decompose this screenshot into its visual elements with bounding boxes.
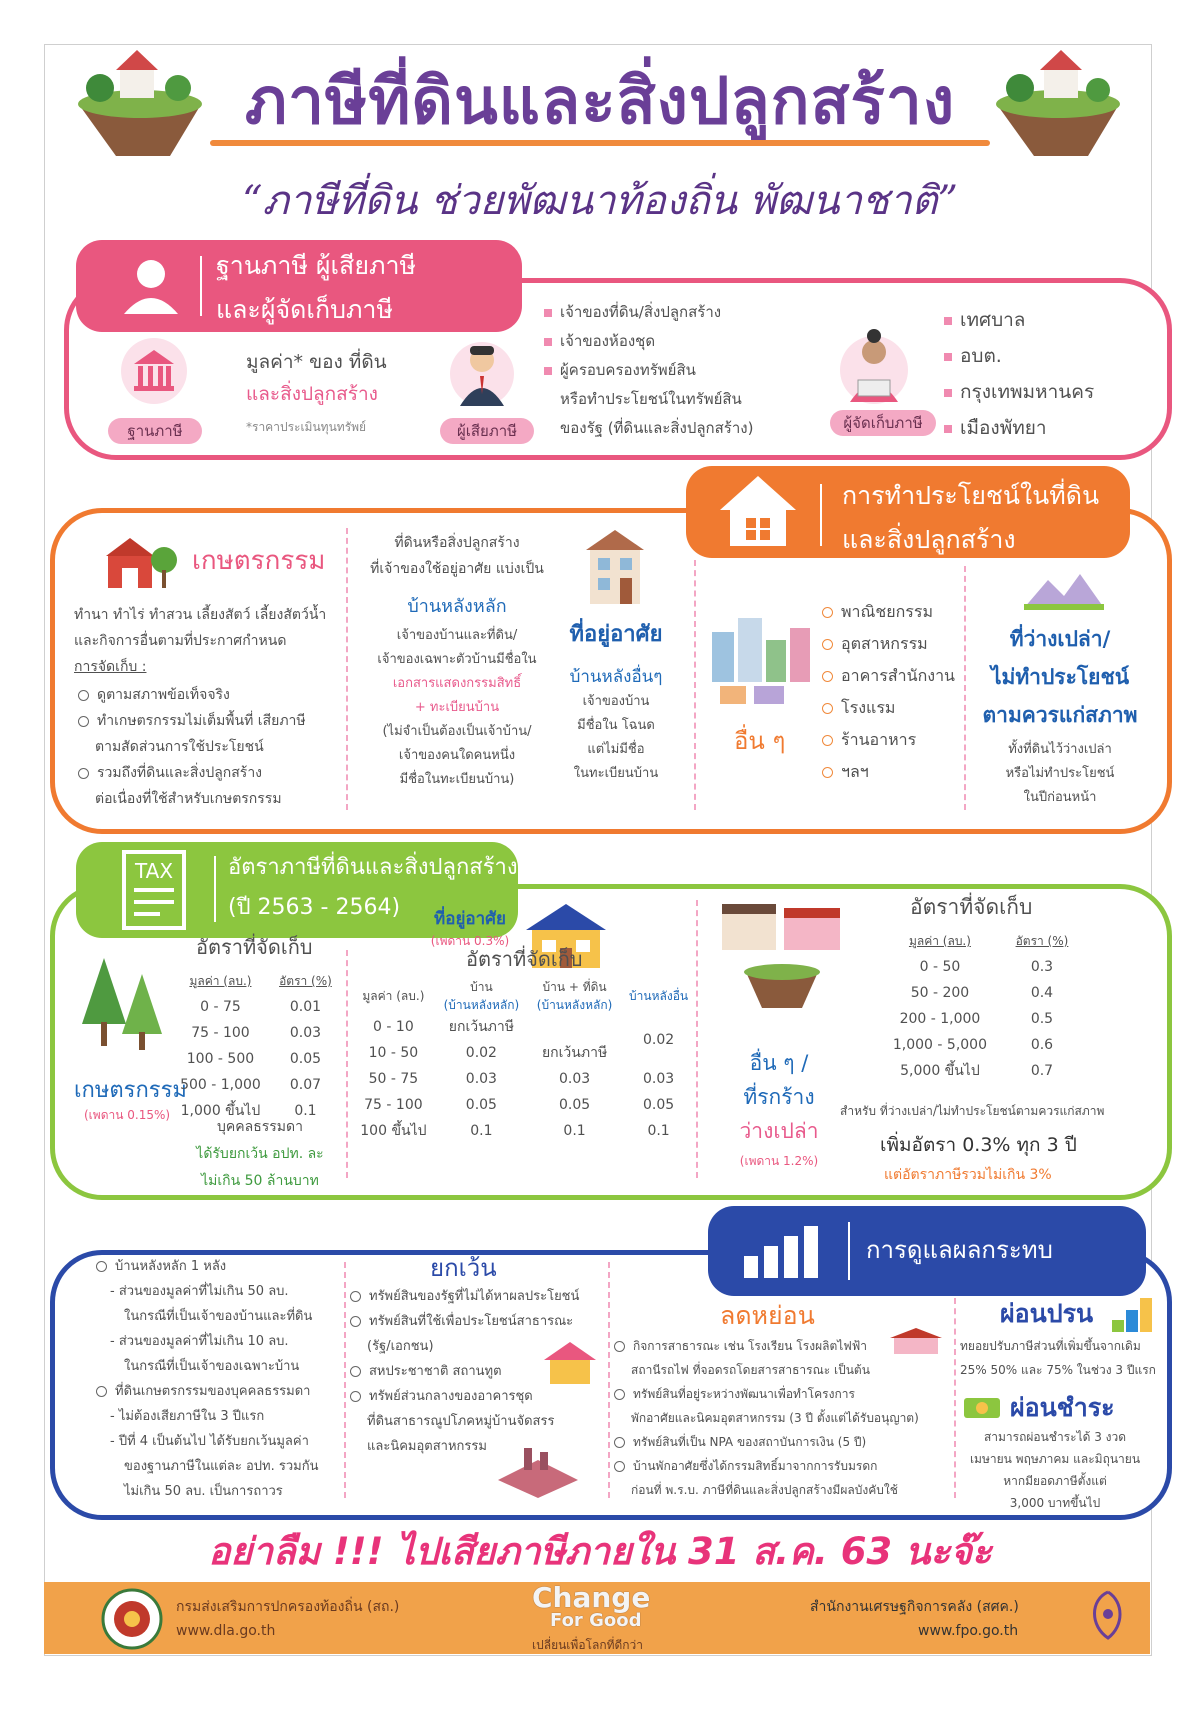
list-item: ที่ดินสาธารณูปโภคหมู่บ้านจัดสรร [367, 1414, 555, 1429]
agriculture-desc-line2: และกิจการอื่นตามที่ประกาศกำหนด [74, 633, 287, 649]
fpo-url[interactable]: www.fpo.go.th [918, 1623, 1019, 1639]
column-divider [346, 528, 348, 810]
agri-rate-note: บุคคลธรรมดา ได้รับยกเว้น อปท. ละ ไม่เกิน 50 ล้านบาท [196, 1119, 324, 1189]
list-item: กิจการสาธารณะ เช่น โรงเรียน โรงผลิตไฟฟ้า [614, 1334, 919, 1358]
taxpayer-list [544, 298, 753, 443]
list-item: บ้านหลังหลัก 1 หลัง [96, 1254, 318, 1279]
others-item: อาคารสำนักงาน [822, 660, 955, 692]
column-divider [696, 900, 698, 1178]
others-item: อุตสาหกรรม [822, 628, 955, 660]
others-item: พาณิชยกรรม [822, 596, 955, 628]
others-title: อื่น ๆ [734, 727, 786, 755]
dla-name: กรมส่งเสริมการปกครองท้องถิ่น (สถ.) [176, 1599, 400, 1615]
page-subtitle: “ภาษีที่ดิน ช่วยพัฒนาท้องถิ่น พัฒนาชาติ” [242, 178, 958, 224]
list-item: (รัฐ/เอกชน) [367, 1339, 434, 1354]
list-item: ในกรณีที่เป็นเจ้าของเฉพาะบ้าน [124, 1359, 300, 1374]
collector-item: เมืองพัทยา [944, 410, 1094, 446]
list-item: ทรัพย์สินที่ใช้เพื่อประโยชน์สาธารณะ [350, 1309, 579, 1334]
agriculture-collect-item-cont: ต่อเนื่องที่ใช้สำหรับเกษตรกรรม [95, 791, 282, 807]
trees-illustration [76, 954, 172, 1054]
table-row: 0 - 10 ยกเว้นภาษี 0.02 [373, 1019, 675, 1048]
tax-base-line1: มูลค่า* ของ ที่ดิน [246, 351, 387, 373]
residential-intro-line1: ที่ดินหรือสิ่งปลูกสร้าง [394, 535, 520, 551]
dla-url[interactable]: www.dla.go.th [176, 1623, 276, 1639]
other-house-desc: เจ้าของบ้าน มีชื่อใน โฉนด แต่ไม่มีชื่อ ในทะเบียนบ้าน [573, 694, 659, 781]
page-title: ภาษีที่ดินและสิ่งปลูกสร้าง [244, 65, 956, 139]
vacant-title: ที่ว่างเปล่า/ ไม่ทำประโยชน์ ตามควรแก่สภาพ [982, 627, 1138, 727]
other-house-title: บ้านหลังอื่นๆ [569, 667, 663, 687]
table-row: 100 - 500 0.05 [186, 1051, 322, 1067]
others-item: โรงแรม [822, 692, 955, 724]
table-row: 1,000 - 5,000 0.6 [892, 1037, 1054, 1053]
taxpayer-item: เจ้าของห้องชุด [544, 327, 753, 356]
list-item: สถานีรถไฟ ที่จอดรถโดยสารสาธารณะ เป็นต้น [631, 1363, 870, 1377]
res-rate-table: มูลค่า (ลบ.) บ้าน (บ้านหลังหลัก) บ้าน + ที่ดิน (บ้านหลังหลัก) บ้านหลังอื่น 0 - 10 ยกเว้นภาษี 0.02 10 - 50 0.02 ยกเว้นภาษี 50 - 75 0.03 0.03 0.03 75 - 100 0.05 0.05 0.05 100 ขึ้นไป 0.1 0.1 0.1 [352, 978, 696, 1144]
collector-item: อบต. [944, 338, 1094, 374]
tax-base-title-line1: ฐานภาษี ผู้เสียภาษี [216, 251, 416, 280]
tax-base-pill: ฐานภาษี [108, 418, 202, 444]
table-row: 100 ขึ้นไป 0.1 0.1 0.1 [360, 1123, 670, 1139]
city-buildings-illustration [706, 612, 816, 708]
change-for-good-logo-line2: For Good [550, 1610, 642, 1631]
agri-rate-header: อัตราที่จัดเก็บ [196, 935, 313, 959]
agriculture-collect-label: การจัดเก็บ : [74, 659, 147, 675]
table-row: 75 - 100 0.03 [191, 1025, 322, 1041]
barn-icon [100, 534, 180, 592]
tax-rate-title-line2: (ปี 2563 - 2564) [228, 895, 401, 920]
column-divider [964, 566, 966, 810]
collector-item: เทศบาล [944, 302, 1094, 338]
list-item: ทรัพย์สินของรัฐที่ไม่ได้หาผลประโยชน์ [350, 1284, 579, 1309]
residential-intro-line2: ที่เจ้าของใช้อยู่อาศัย แบ่งเป็น [370, 561, 544, 577]
impact-care-title: การดูแลผลกระทบ [866, 1236, 1053, 1264]
agriculture-collect-list [78, 682, 306, 812]
agri-rate-table: มูลค่า (ลบ.) อัตรา (%) 0 - 75 0.01 75 - 100 0.03 100 - 500 0.05 500 - 1,000 0.07 1,000 ขึ้นไป 0.1 [170, 968, 340, 1124]
table-row: 75 - 100 0.05 0.05 0.05 [364, 1097, 675, 1113]
townhouse-icon [580, 526, 650, 608]
taxpayer-item: ผู้ครอบครองทรัพย์สิน [544, 356, 753, 385]
list-item: สหประชาชาติ สถานทูต [350, 1359, 579, 1384]
agriculture-desc-line1: ทำนา ทำไร่ ทำสวน เลี้ยงสัตว์ เลี้ยงสัตว์น้ำ [74, 607, 327, 623]
main-house-exemption-list [96, 1254, 318, 1504]
industrial-land-illustration [494, 1444, 582, 1500]
exemption-title: ยกเว้น [430, 1254, 497, 1282]
table-row: 50 - 200 0.4 [910, 985, 1054, 1001]
change-for-good-logo-line1: Change [532, 1581, 651, 1614]
table-row: 200 - 1,000 0.5 [899, 1011, 1054, 1027]
house-icon [712, 470, 804, 554]
agriculture-collect-item: ทำเกษตรกรรมไม่เต็มพื้นที่ เสียภาษี [78, 708, 306, 734]
money-icon [960, 1390, 1004, 1426]
reduction-title: ลดหย่อน [720, 1301, 815, 1330]
installment-desc: สามารถผ่อนชำระได้ 3 งวด เมษายน พฤษภาคม และมิถุนายน หากมียอดภาษีตั้งแต่ 3,000 บาทขึ้นไป [969, 1430, 1141, 1510]
title-underline [210, 140, 990, 146]
res-rate-label: ที่อยู่อาศัย [434, 909, 506, 929]
bar-chart-icon [740, 1222, 826, 1280]
taxpayer-pill: ผู้เสียภาษี [440, 418, 534, 444]
list-item: ของฐานภาษีในแต่ละ อปท. รวมกัน [124, 1459, 319, 1474]
header-divider [848, 1222, 850, 1280]
fpo-name: สำนักงานเศรษฐกิจการคลัง (สศค.) [810, 1599, 1019, 1615]
collector-list [944, 302, 1094, 446]
floating-island-left-illustration [70, 44, 210, 164]
deadline-reminder: อย่าลืม !!! ไปเสียภาษีภายใน 31 ส.ค. 63 นะจ๊ะ [208, 1530, 992, 1573]
fpo-logo [1080, 1586, 1136, 1648]
table-row: 0 - 50 0.3 [919, 959, 1054, 975]
other-rate-header: อัตราที่จัดเก็บ [910, 895, 1033, 919]
table-row: 50 - 75 0.03 0.03 0.03 [368, 1071, 675, 1087]
user-icon [118, 252, 184, 318]
tax-icon-label: TAX [134, 859, 174, 883]
main-house-desc: เจ้าของบ้านและที่ดิน/ เจ้าของเฉพาะตัวบ้านมีชื่อใน เอกสารแสดงกรรมสิทธิ์ + ทะเบียนบ้าน (ไม่จำเป็นต้องเป็นเจ้าบ้าน/ เจ้าของคนใดคนหนึ่ง มีชื่อในทะเบียนบ้าน) [377, 628, 537, 787]
header-divider [820, 484, 822, 546]
agri-rate-label: เกษตรกรรม [74, 1078, 187, 1103]
vacant-rate-increase: เพิ่มอัตรา 0.3% ทุก 3 ปี [880, 1134, 1077, 1156]
list-item: บ้านพักอาศัยซึ่งได้กรรมสิทธิ์มาจากการรับมรดก [614, 1454, 919, 1478]
taxpayer-avatar-icon [450, 334, 514, 410]
main-house-title: บ้านหลังหลัก [407, 596, 507, 617]
shops-illustration [718, 898, 846, 1018]
tax-document-icon [112, 848, 196, 932]
tax-base-note: *ราคาประเมินทุนทรัพย์ [246, 420, 367, 434]
list-item: ทรัพย์สินที่อยู่ระหว่างพัฒนาเพื่อทำโครงการ [614, 1382, 919, 1406]
taxpayer-item: เจ้าของที่ดิน/สิ่งปลูกสร้าง [544, 298, 753, 327]
table-row: 5,000 ขึ้นไป 0.7 [900, 1063, 1054, 1079]
small-house-illustration [540, 1338, 600, 1386]
list-item: ไม่เกิน 50 ลบ. เป็นการถาวร [124, 1484, 283, 1499]
taxpayer-item-cont: ของรัฐ (ที่ดินและสิ่งปลูกสร้าง) [560, 419, 754, 437]
column-divider [954, 1298, 956, 1498]
others-item: ร้านอาหาร [822, 724, 955, 756]
floating-island-right-illustration [988, 44, 1128, 164]
list-item: ก่อนที่ พ.ร.บ. ภาษีที่ดินและสิ่งปลูกสร้างมีผลบังคับใช้ [631, 1483, 898, 1497]
list-item: - ไม่ต้องเสียภาษีใน 3 ปีแรก [110, 1409, 265, 1424]
collector-pill: ผู้จัดเก็บภาษี [830, 410, 936, 436]
list-item: ทรัพย์สินที่เป็น NPA ของสถาบันการเงิน (5 ปี) [614, 1430, 919, 1454]
column-divider [694, 560, 696, 810]
dla-seal-logo [100, 1588, 164, 1650]
agriculture-collect-item: รวมถึงที่ดินและสิ่งปลูกสร้าง [78, 760, 306, 786]
installment-title: ผ่อนชำระ [1010, 1393, 1115, 1422]
others-item: ฯลฯ [822, 756, 955, 788]
res-rate-cap: (เพดาน 0.3%) [430, 934, 510, 948]
agriculture-collect-item: ดูตามสภาพข้อเท็จจริง [78, 682, 306, 708]
tax-base-line2: และสิ่งปลูกสร้าง [246, 383, 378, 405]
table-row: 10 - 50 0.02 ยกเว้นภาษี [368, 1045, 608, 1061]
list-item: และนิคมอุตสาหกรรม [367, 1439, 487, 1454]
agriculture-title: เกษตรกรรม [192, 546, 326, 576]
government-building-icon [120, 338, 188, 404]
land-use-title-line2: และสิ่งปลูกสร้าง [842, 525, 1016, 554]
list-item: ทรัพย์ส่วนกลางของอาคารชุด [350, 1384, 579, 1409]
agri-rate-cap: (เพดาน 0.15%) [84, 1108, 171, 1122]
other-rate-cap: (เพดาน 1.2%) [739, 1154, 819, 1168]
other-rate-table: มูลค่า (ลบ.) อัตรา (%) 0 - 50 0.3 50 - 200 0.4 200 - 1,000 0.5 1,000 - 5,000 0.6 5,000 ขึ้นไป 0.7 [876, 928, 1080, 1084]
taxpayer-item-cont: หรือทำประโยชน์ในทรัพย์สิน [560, 390, 742, 408]
list-item: - ส่วนของมูลค่าที่ไม่เกิน 50 ลบ. [110, 1284, 289, 1299]
tax-rate-title-line1: อัตราภาษีที่ดินและสิ่งปลูกสร้าง [228, 855, 518, 880]
res-rate-header: อัตราที่จัดเก็บ [466, 947, 583, 971]
vacant-rate-max: แต่อัตราภาษีรวมไม่เกิน 3% [884, 1167, 1052, 1183]
residential-title: ที่อยู่อาศัย [569, 622, 663, 647]
relief-desc: ทยอยปรับภาษีส่วนที่เพิ่มขึ้นจากเดิม 25% 50% และ 75% ในช่วง 3 ปีแรก [960, 1339, 1156, 1377]
agriculture-collect-item-cont: ตามสัดส่วนการใช้ประโยชน์ [95, 739, 264, 755]
list-item: - ปีที่ 4 เป็นต้นไป ได้รับยกเว้นมูลค่า [110, 1434, 309, 1449]
reduction-list [614, 1334, 919, 1502]
table-row: 1,000 ขึ้นไป 0.1 [180, 1103, 317, 1119]
list-item: ในกรณีที่เป็นเจ้าของบ้านและที่ดิน [124, 1309, 313, 1324]
list-item: - ส่วนของมูลค่าที่ไม่เกิน 10 ลบ. [110, 1334, 289, 1349]
table-row: 500 - 1,000 0.07 [180, 1077, 322, 1093]
header-divider [200, 256, 202, 316]
tax-base-title-line2: และผู้จัดเก็บภาษี [216, 295, 393, 324]
column-divider [608, 1262, 610, 1498]
steps-icon [1110, 1292, 1154, 1334]
school-building-icon [886, 1326, 946, 1356]
other-rate-label: อื่น ๆ / ที่รกร้าง ว่างเปล่า [739, 1051, 819, 1143]
table-row: 0 - 75 0.01 [200, 999, 322, 1015]
others-list [822, 596, 955, 788]
vacant-land-illustration [1020, 566, 1108, 612]
column-divider [346, 950, 348, 1178]
vacant-desc: ทั้งที่ดินไว้ว่างเปล่า หรือไม่ทำประโยชน์ ในปีก่อนหน้า [1005, 742, 1115, 805]
header-divider [214, 856, 216, 922]
collector-item: กรุงเทพมหานคร [944, 374, 1094, 410]
vacant-rate-note: สำหรับ ที่ว่างเปล่า/ไม่ทำประโยชน์ตามควรแก่สภาพ [840, 1104, 1105, 1118]
tax-collector-avatar-icon [838, 322, 910, 406]
list-item: ที่ดินเกษตรกรรมของบุคคลธรรมดา [96, 1379, 318, 1404]
relief-title: ผ่อนปรน [1000, 1299, 1094, 1328]
column-divider [344, 1262, 346, 1498]
land-use-title-line1: การทำประโยชน์ในที่ดิน [842, 481, 1100, 510]
change-for-good-tagline: เปลี่ยนเพื่อโลกที่ดีกว่า [532, 1638, 644, 1652]
list-item: พักอาศัยและนิคมอุตสาหกรรม (3 ปี ตั้งแต่ได้รับอนุญาต) [631, 1411, 919, 1425]
